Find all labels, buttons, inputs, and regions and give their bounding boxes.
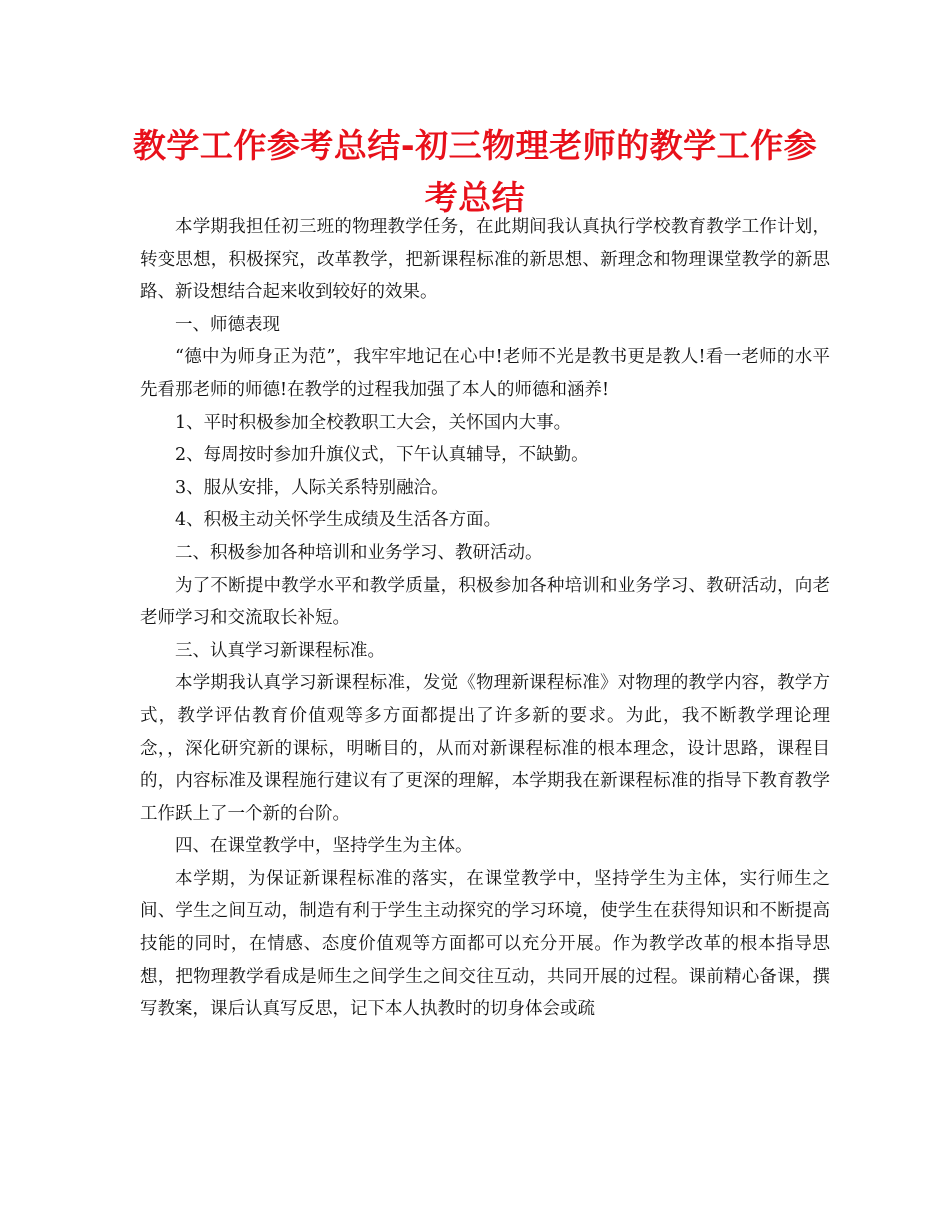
paragraph-heading-4: 四、在课堂教学中，坚持学生为主体。	[175, 836, 473, 857]
list-item: 4、积极主动关怀学生成绩及生活各方面。	[175, 510, 502, 531]
paragraph: 为了不断提中教学水平和教学质量，积极参加各种培训和业务学习、教研活动，向老老师学习和交流取长补短。	[140, 575, 830, 629]
paragraph-heading-3: 三、认真学习新课程标准。	[175, 640, 385, 661]
paragraph-intro: 本学期我担任初三班的物理教学任务，在此期间我认真执行学校教育教学工作计划，转变思想，积极探究，改革教学，把新课程标准的新思想、新理念和物理课堂教学的新思路、新设想结合起来收到较好的效果。	[140, 217, 830, 303]
document-body	[140, 211, 830, 1026]
document-title: 教学工作参考总结-初三物理老师的教学工作参考总结	[132, 126, 818, 217]
paragraph-heading-2: 二、积极参加各种培训和业务学习、教研活动。	[175, 542, 543, 563]
paragraph-heading-1: 一、师德表现	[175, 314, 280, 335]
list-item: 1、平时积极参加全校教职工大会，关怀国内大事。	[175, 412, 572, 433]
paragraph: 本学期，为保证新课程标准的落实，在课堂教学中，坚持学生为主体，实行师生之间、学生之间互动，制造有利于学生主动探究的学习环境，使学生在获得知识和不断提高技能的同时，在情感、态度价值观等方面都可以充分开展。作为教学改革的根本指导思想，把物理教学看成是师生之间学生之间交往互动，共同开展的过程。课前精心备课，撰写教案，课后认真写反思，记下本人执教时的切身体会或疏	[140, 868, 830, 1020]
paragraph: “德中为师身正为范”，我牢牢地记在心中!老师不光是教书更是教人!看一老师的水平先看那老师的师德!在教学的过程我加强了本人的师德和涵养!	[140, 347, 830, 400]
list-item: 2、每周按时参加升旗仪式，下午认真辅导，不缺勤。	[175, 445, 589, 466]
paragraph: 本学期我认真学习新课程标准，发觉《物理新课程标准》对物理的教学内容，教学方式，教学评估教育价值观等多方面都提出了许多新的要求。为此，我不断教学理论理念，，深化研究新的课标，明晰目的，从而对新课程标准的根本理念，设计思路，课程目的，内容标准及课程施行建议有了更深的理解，本学期我在新课程标准的指导下教育教学工作跃上了一个新的台阶。	[140, 673, 830, 824]
list-item: 3、服从安排，人际关系特别融洽。	[175, 477, 449, 498]
